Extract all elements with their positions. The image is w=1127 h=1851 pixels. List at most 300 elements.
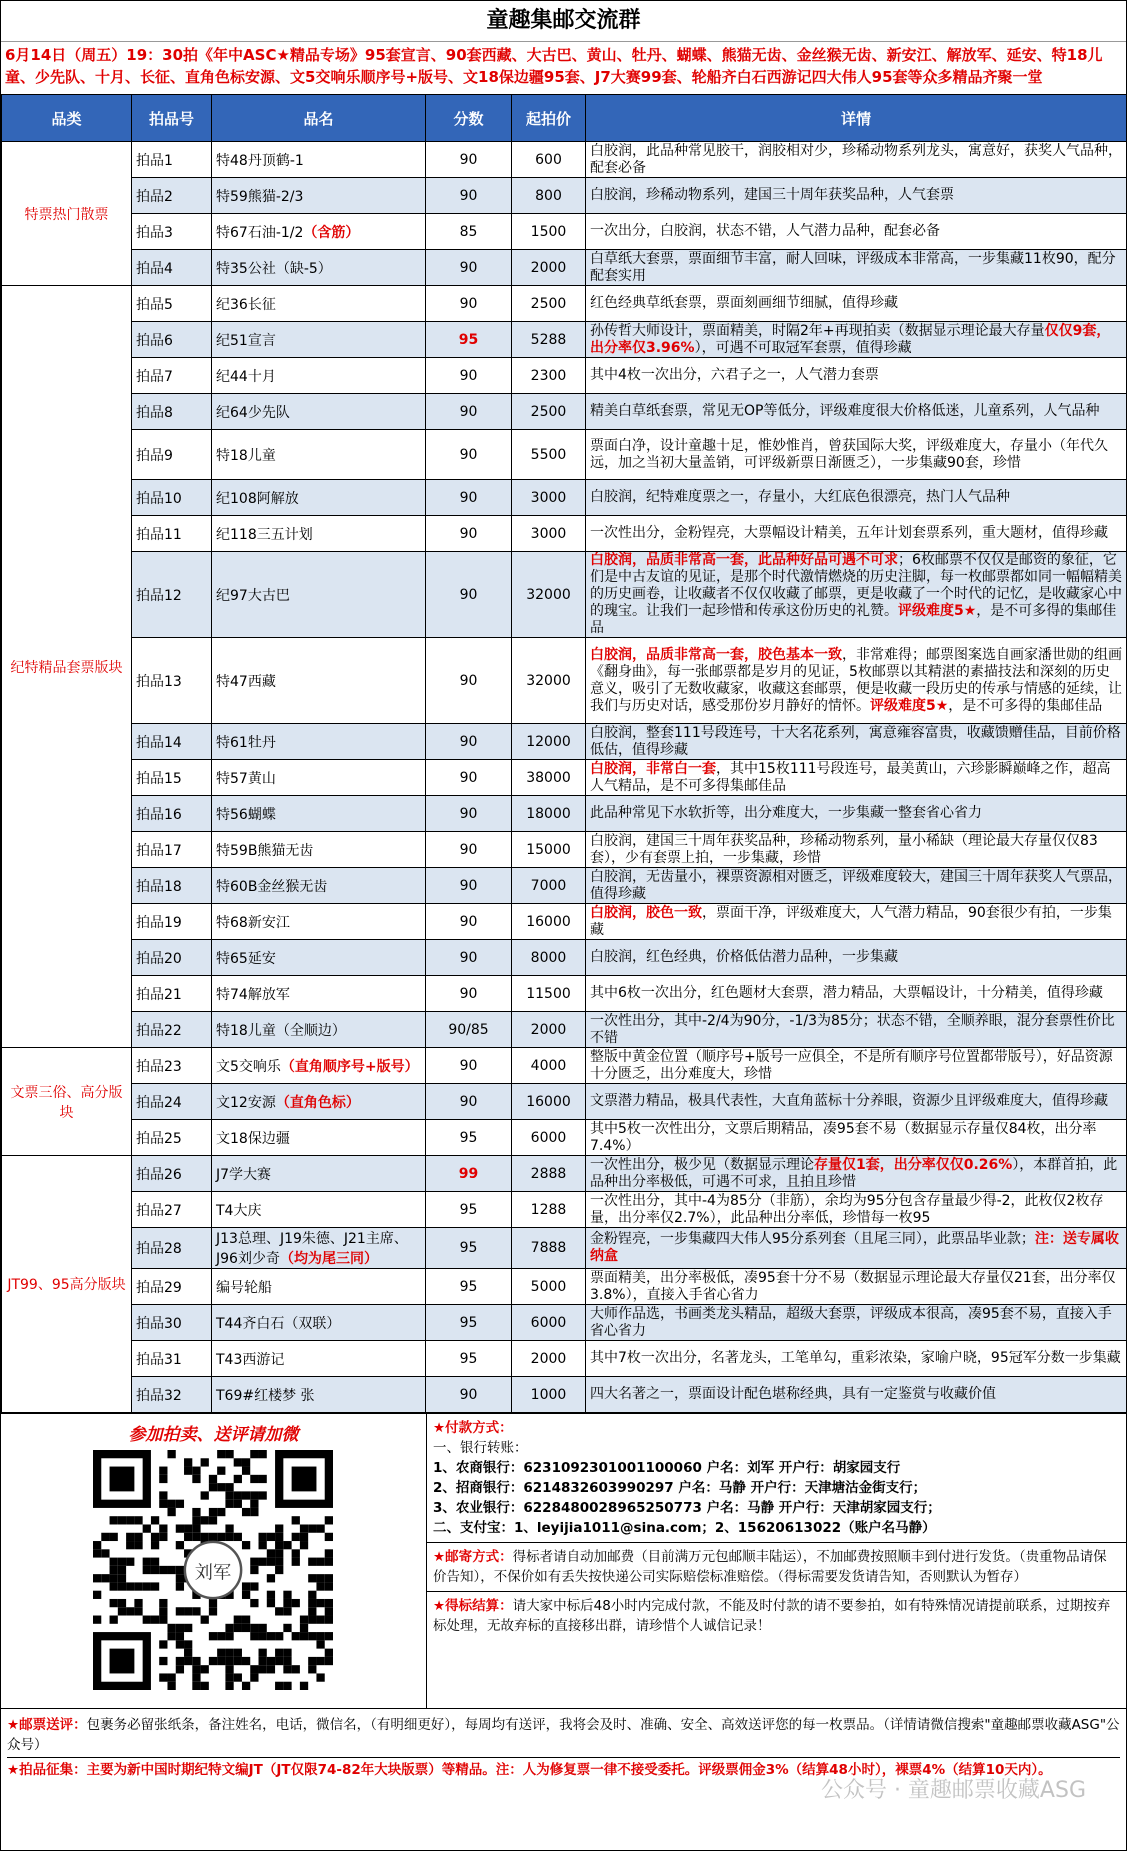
lot-detail bbox=[586, 1156, 1127, 1192]
lot-detail bbox=[586, 178, 1127, 214]
lot-row bbox=[2, 1192, 1127, 1228]
lot-row bbox=[2, 940, 1127, 976]
lot-row bbox=[2, 976, 1127, 1012]
lot-name-text: T43西游记 bbox=[216, 1351, 285, 1368]
qr-panel bbox=[1, 1414, 427, 1708]
lot-detail bbox=[586, 796, 1127, 832]
lot-detail-text: 白胶润，非常白一套 bbox=[590, 760, 716, 777]
lot-number: 拍品11 bbox=[132, 516, 212, 552]
lot-start-price: 2300 bbox=[512, 358, 586, 394]
lot-start-price: 600 bbox=[512, 142, 586, 178]
lot-score: 90 bbox=[426, 868, 512, 904]
lot-name bbox=[212, 1269, 426, 1305]
lot-name bbox=[212, 430, 426, 480]
category-cell: JT99、95高分版块 bbox=[2, 1156, 132, 1413]
lot-score: 90 bbox=[426, 638, 512, 724]
lot-start-price: 16000 bbox=[512, 904, 586, 940]
lot-name bbox=[212, 796, 426, 832]
lot-table bbox=[1, 94, 1127, 1413]
shipping-text: 得标者请自动加邮费（目前满万元包邮顺丰陆运），不加邮费按照顺丰到付进行发货。（贵重物品请保价告知），不保价如有丢失按快递公司实际赔偿标准赔偿。（得标需要发货请告知，否则默认为暂存） bbox=[433, 1549, 1107, 1585]
lot-start-price: 2888 bbox=[512, 1156, 586, 1192]
lot-row bbox=[2, 480, 1127, 516]
lot-name-text: 特57黄山 bbox=[216, 770, 276, 787]
lot-start-price: 38000 bbox=[512, 760, 586, 796]
lot-row bbox=[2, 1228, 1127, 1269]
lot-start-price: 16000 bbox=[512, 1084, 586, 1120]
lot-name-text: J13总理、J19朱德、J21主席、J96刘少奇 bbox=[216, 1231, 408, 1267]
lot-row bbox=[2, 250, 1127, 286]
lot-name-text: 特18儿童 bbox=[216, 447, 276, 464]
lot-detail bbox=[586, 250, 1127, 286]
solicit-heading: ★拍品征集： bbox=[7, 1762, 87, 1778]
lot-name-text: 特65延安 bbox=[216, 950, 276, 967]
lot-row bbox=[2, 1156, 1127, 1192]
lot-score: 90 bbox=[426, 142, 512, 178]
lot-detail bbox=[586, 1120, 1127, 1156]
header-category: 品类 bbox=[2, 95, 132, 142]
lot-name bbox=[212, 516, 426, 552]
lot-name bbox=[212, 358, 426, 394]
lot-name-note: （均为尾三同） bbox=[279, 1251, 378, 1267]
lot-detail bbox=[586, 940, 1127, 976]
header-name: 品名 bbox=[212, 95, 426, 142]
lot-name bbox=[212, 724, 426, 760]
lot-number: 拍品2 bbox=[132, 178, 212, 214]
lot-detail-text: 白胶润，品质非常高一套，胶色基本一致 bbox=[590, 646, 842, 663]
lot-name-text: 特48丹顶鹤-1 bbox=[216, 152, 304, 169]
lot-row bbox=[2, 1048, 1127, 1084]
lot-name bbox=[212, 1341, 426, 1377]
lot-start-price: 5000 bbox=[512, 1269, 586, 1305]
lot-row bbox=[2, 1012, 1127, 1048]
wechat-qr-code bbox=[93, 1450, 333, 1690]
lot-number: 拍品32 bbox=[132, 1377, 212, 1413]
lot-score: 90/85 bbox=[426, 1012, 512, 1048]
bank-line-1: 1、农商银行：6231092301001100060 户名：刘军 开户行：胡家园支行 bbox=[433, 1460, 901, 1476]
lot-score: 95 bbox=[426, 1341, 512, 1377]
lot-score: 95 bbox=[426, 1269, 512, 1305]
lot-number: 拍品14 bbox=[132, 724, 212, 760]
lot-name-text: 特68新安江 bbox=[216, 914, 290, 931]
lot-detail bbox=[586, 976, 1127, 1012]
lot-number: 拍品20 bbox=[132, 940, 212, 976]
lot-name bbox=[212, 286, 426, 322]
lot-detail bbox=[586, 1012, 1127, 1048]
lot-detail bbox=[586, 1084, 1127, 1120]
lot-start-price: 11500 bbox=[512, 976, 586, 1012]
lot-name-text: 特18儿童（全顺边） bbox=[216, 1022, 346, 1039]
lot-name-text: 特35公社（缺-5） bbox=[216, 260, 332, 277]
lot-name-text: 特61牡丹 bbox=[216, 734, 276, 751]
lot-name-text: 文12安源 bbox=[216, 1094, 276, 1111]
lot-name-note: （直角色标） bbox=[275, 1094, 360, 1111]
lot-name bbox=[212, 480, 426, 516]
lot-detail bbox=[586, 286, 1127, 322]
lot-detail-text: 白胶润，品质非常高一套，此品种好品可遇不可求 bbox=[590, 552, 898, 568]
lot-score: 90 bbox=[426, 480, 512, 516]
lot-row bbox=[2, 430, 1127, 480]
lot-score: 90 bbox=[426, 394, 512, 430]
header-start-price: 起拍价 bbox=[512, 95, 586, 142]
lot-name bbox=[212, 1120, 426, 1156]
lot-name-text: T69#红楼梦 张 bbox=[216, 1387, 315, 1404]
lot-score: 99 bbox=[426, 1156, 512, 1192]
lot-row bbox=[2, 552, 1127, 638]
lot-start-price: 15000 bbox=[512, 832, 586, 868]
lot-name bbox=[212, 832, 426, 868]
lot-detail-text: 白草纸大套票，票面细节丰富，耐人回味，评级成本非常高，一步集藏11枚90，配分配套实用 bbox=[590, 250, 1116, 284]
lot-score: 90 bbox=[426, 178, 512, 214]
lot-detail bbox=[586, 480, 1127, 516]
lot-detail bbox=[586, 214, 1127, 250]
lot-detail-text: 金粉锃亮，一步集藏四大伟人95分系列套（且尾三同），此票品毕业款； bbox=[590, 1231, 1035, 1247]
lot-name-text: 纪64少先队 bbox=[216, 404, 290, 421]
lot-name bbox=[212, 638, 426, 724]
lot-row bbox=[2, 1084, 1127, 1120]
lot-name bbox=[212, 940, 426, 976]
lot-detail-text: 白胶润，珍稀动物系列，建国三十周年获奖品种，人气套票 bbox=[590, 187, 954, 203]
lot-row bbox=[2, 286, 1127, 322]
lot-detail-text: 四大名著之一，票面设计配色堪称经典，具有一定鉴赏与收藏价值 bbox=[590, 1386, 996, 1402]
lot-start-price: 32000 bbox=[512, 552, 586, 638]
lot-number: 拍品31 bbox=[132, 1341, 212, 1377]
lot-detail bbox=[586, 760, 1127, 796]
lot-detail bbox=[586, 322, 1127, 358]
lot-score: 95 bbox=[426, 322, 512, 358]
lot-name-note: （直角顺序号+版号） bbox=[280, 1058, 419, 1075]
lot-number: 拍品22 bbox=[132, 1012, 212, 1048]
appraisal-text: 包裹务必留张纸条，备注姓名，电话，微信名，（有明细更好），每周均有送评，我将会及时、准确、安全、高效送评您的每一枚票品。（详情请微信搜索"童趣邮票收藏ASG"公众号） bbox=[7, 1717, 1120, 1753]
lot-number: 拍品4 bbox=[132, 250, 212, 286]
lot-detail-text: 仅仅9套，出分率仅3.96% bbox=[590, 322, 1111, 356]
lot-row bbox=[2, 142, 1127, 178]
lot-detail bbox=[586, 394, 1127, 430]
lot-detail-text: 注：送专属收纳盒 bbox=[590, 1231, 1119, 1264]
lot-detail-text: ；6枚邮票不仅仅是邮资的象征，它们是中古友谊的见证，是那个时代激情燃烧的历史注脚，每一枚邮票都如同一幅幅精美的历史画卷，让收藏者不仅仅收藏了邮票，更是收藏了一个时代的记忆，是收藏家心中的瑰宝。让我们一起珍惜和传承这份历史的礼赞。 bbox=[590, 552, 1122, 619]
lot-row bbox=[2, 832, 1127, 868]
lot-name-text: 纪97大古巴 bbox=[216, 587, 290, 604]
payment-info bbox=[427, 1414, 1126, 1708]
lot-detail bbox=[586, 1269, 1127, 1305]
lot-name-text: 文5交响乐 bbox=[216, 1058, 281, 1075]
lot-number: 拍品28 bbox=[132, 1228, 212, 1269]
lot-detail-text: 白胶润，胶色一致 bbox=[590, 904, 702, 921]
lot-number: 拍品1 bbox=[132, 142, 212, 178]
lot-name bbox=[212, 1228, 426, 1269]
info-section bbox=[1, 1413, 1126, 1709]
lot-score: 90 bbox=[426, 832, 512, 868]
lot-detail bbox=[586, 1377, 1127, 1413]
lot-score: 90 bbox=[426, 552, 512, 638]
lot-row bbox=[2, 516, 1127, 552]
lot-name bbox=[212, 1192, 426, 1228]
lot-name bbox=[212, 178, 426, 214]
lot-score: 90 bbox=[426, 516, 512, 552]
lot-row bbox=[2, 358, 1127, 394]
header-score: 分数 bbox=[426, 95, 512, 142]
lot-row bbox=[2, 1341, 1127, 1377]
lot-number: 拍品3 bbox=[132, 214, 212, 250]
lot-score: 90 bbox=[426, 1084, 512, 1120]
lot-name bbox=[212, 1048, 426, 1084]
lot-number: 拍品30 bbox=[132, 1305, 212, 1341]
lot-start-price: 2500 bbox=[512, 286, 586, 322]
lot-detail-text: 精美白草纸套票，常见无OP等低分，评级难度很大价格低迷，儿童系列，人气品种 bbox=[590, 403, 1100, 419]
lot-name-text: 特74解放军 bbox=[216, 986, 290, 1003]
lot-score: 90 bbox=[426, 940, 512, 976]
lot-row bbox=[2, 1120, 1127, 1156]
lot-number: 拍品25 bbox=[132, 1120, 212, 1156]
lot-row bbox=[2, 394, 1127, 430]
lot-name-text: 特60B金丝猴无齿 bbox=[216, 878, 328, 895]
lot-start-price: 5288 bbox=[512, 322, 586, 358]
lot-detail-text: ，票面干净，评级难度大，人气潜力精品，90套很少有拍，一步集藏 bbox=[590, 904, 1112, 938]
lot-start-price: 7000 bbox=[512, 868, 586, 904]
lot-detail bbox=[586, 1192, 1127, 1228]
lot-detail-text: 此品种常见下水软折等，出分难度大，一步集藏一整套省心省力 bbox=[590, 805, 982, 821]
lot-detail bbox=[586, 1305, 1127, 1341]
lot-name bbox=[212, 1156, 426, 1192]
lot-detail-text: 评级难度5★ bbox=[870, 697, 949, 714]
lot-name-text: 纪36长征 bbox=[216, 296, 276, 313]
lot-detail-text: 白胶润，红色经典，价格低估潜力品种，一步集藏 bbox=[590, 949, 898, 965]
lot-start-price: 6000 bbox=[512, 1120, 586, 1156]
lot-score: 90 bbox=[426, 1048, 512, 1084]
appraisal-note bbox=[7, 1713, 1120, 1758]
shipping-section bbox=[427, 1543, 1126, 1592]
lot-detail-text: 一次出分，白胶润，状态不错，人气潜力品种，配套必备 bbox=[590, 223, 940, 239]
lot-detail-text: 白胶润，纪特难度票之一，存量小，大红底色很漂亮，热门人气品种 bbox=[590, 489, 1010, 505]
lot-score: 95 bbox=[426, 1192, 512, 1228]
lot-name bbox=[212, 250, 426, 286]
lot-detail-text: 票面精美，出分率极低，凑95套十分不易（数据显示理论最大存量仅21套，出分率仅3.8%），直接入手省心省力 bbox=[590, 1269, 1116, 1303]
lot-start-price: 1288 bbox=[512, 1192, 586, 1228]
lot-detail-text: ，非常难得；邮票图案选自画家潘世勋的组画《翻身曲》，每一张邮票都是岁月的见证，5枚邮票以其精湛的素描技法和深刻的历史意义，吸引了无数收藏家，收藏这套邮票，便是收藏一段历史的传承与情感的延续，让我们与历史对话，感受那份岁月静好的情怀。 bbox=[590, 646, 1122, 714]
lot-score: 95 bbox=[426, 1228, 512, 1269]
lot-row bbox=[2, 178, 1127, 214]
lot-detail bbox=[586, 1228, 1127, 1269]
appraisal-heading: ★邮票送评： bbox=[7, 1717, 87, 1733]
lot-detail-text: 评级难度5★ bbox=[898, 603, 977, 619]
lot-detail bbox=[586, 516, 1127, 552]
lot-score: 90 bbox=[426, 976, 512, 1012]
lot-number: 拍品16 bbox=[132, 796, 212, 832]
lot-start-price: 8000 bbox=[512, 940, 586, 976]
lot-detail-text: 白胶润，建国三十周年获奖品种，珍稀动物系列，量小稀缺（理论最大存量仅仅83套），少有套票上拍，一步集藏，珍惜 bbox=[590, 832, 1098, 866]
table-header bbox=[2, 95, 1127, 142]
lot-row bbox=[2, 724, 1127, 760]
lot-name-text: 特67石油-1/2 bbox=[216, 224, 304, 241]
lot-detail bbox=[586, 832, 1127, 868]
lot-start-price: 2000 bbox=[512, 1341, 586, 1377]
lot-name bbox=[212, 1305, 426, 1341]
lot-name-text: 文18保边疆 bbox=[216, 1130, 290, 1147]
lot-row bbox=[2, 1269, 1127, 1305]
lot-detail-text: 其中5枚一次性出分，文票后期精品，凑95套不易（数据显示存量仅84枚，出分率7.4%） bbox=[590, 1120, 1097, 1154]
lot-detail-text: 整版中黄金位置（顺序号+版号一应俱全，不是所有顺序号位置都带版号），好品资源十分匮乏，出分难度大，珍惜 bbox=[590, 1048, 1113, 1082]
lot-start-price: 32000 bbox=[512, 638, 586, 724]
settlement-section bbox=[427, 1592, 1126, 1640]
lot-name-text: 纪118三五计划 bbox=[216, 526, 313, 543]
lot-detail-text: 存量仅1套，出分率仅仅0.26% bbox=[814, 1156, 1013, 1173]
lot-start-price: 2000 bbox=[512, 1012, 586, 1048]
lot-detail bbox=[586, 142, 1127, 178]
lot-number: 拍品27 bbox=[132, 1192, 212, 1228]
lot-detail-text: ），可遇不可取冠军套票，值得珍藏 bbox=[694, 339, 912, 356]
lot-name bbox=[212, 142, 426, 178]
lot-detail-text: ，是不可多得的集邮佳品 bbox=[590, 603, 1117, 636]
lot-score: 95 bbox=[426, 1120, 512, 1156]
lot-detail-text: ，其中15枚111号段连号，最美黄山，六珍影瞬巅峰之作，超高人气精品，是不可多得集邮佳品 bbox=[590, 760, 1111, 794]
lot-name bbox=[212, 1084, 426, 1120]
lot-row bbox=[2, 214, 1127, 250]
lot-detail-text: 其中6枚一次出分，红色题材大套票，潜力精品，大票幅设计，十分精美，值得珍藏 bbox=[590, 985, 1103, 1001]
lot-score: 90 bbox=[426, 904, 512, 940]
lot-number: 拍品23 bbox=[132, 1048, 212, 1084]
lot-name bbox=[212, 394, 426, 430]
lot-detail-text: 一次性出分，金粉锃亮，大票幅设计精美，五年计划套票系列，重大题材，值得珍藏 bbox=[590, 525, 1108, 541]
solicit-text: 主要为新中国时期纪特文编JT（JT仅限74-82年大块版票）等精品。注：人为修复票一律不接受委托。评级票佣金3%（结算48小时），裸票4%（结算10天内）。 bbox=[86, 1762, 1052, 1778]
shipping-heading: ★邮寄方式： bbox=[433, 1549, 513, 1565]
lot-start-price: 1000 bbox=[512, 1377, 586, 1413]
lot-row bbox=[2, 904, 1127, 940]
lot-detail bbox=[586, 638, 1127, 724]
lot-number: 拍品9 bbox=[132, 430, 212, 480]
lot-row bbox=[2, 1305, 1127, 1341]
lot-detail bbox=[586, 1048, 1127, 1084]
header-detail: 详情 bbox=[586, 95, 1127, 142]
lot-name bbox=[212, 868, 426, 904]
lot-score: 90 bbox=[426, 286, 512, 322]
page-title: 童趣集邮交流群 bbox=[1, 1, 1126, 42]
lot-detail bbox=[586, 430, 1127, 480]
lot-start-price: 12000 bbox=[512, 724, 586, 760]
lot-name-text: T44齐白石（双联） bbox=[216, 1315, 341, 1332]
lot-number: 拍品18 bbox=[132, 868, 212, 904]
lot-start-price: 3000 bbox=[512, 480, 586, 516]
lot-detail-text: 白胶润，整套111号段连号，十大名花系列，寓意雍容富贵，收藏馈赠佳品，目前价格低估，值得珍藏 bbox=[590, 724, 1121, 758]
lot-name-text: 特59熊猫-2/3 bbox=[216, 188, 304, 205]
lot-name-text: 特59B熊猫无齿 bbox=[216, 842, 314, 859]
lot-detail-text: 一次性出分，极少见（数据显示理论 bbox=[590, 1156, 814, 1173]
lot-detail bbox=[586, 724, 1127, 760]
lot-detail-text: ，是不可多得的集邮佳品 bbox=[948, 697, 1103, 714]
lot-score: 90 bbox=[426, 358, 512, 394]
lot-detail bbox=[586, 868, 1127, 904]
lot-name bbox=[212, 1012, 426, 1048]
lot-start-price: 2500 bbox=[512, 394, 586, 430]
lot-name bbox=[212, 760, 426, 796]
lot-number: 拍品26 bbox=[132, 1156, 212, 1192]
category-cell: 纪特精品套票版块 bbox=[2, 286, 132, 1048]
settlement-text: 请大家中标后48小时内完成付款，不能及时付款的请不要参拍，如有特殊情况请提前联系，过期按弃标处理，无故弃标的直接移出群，请珍惜个人诚信记录！ bbox=[433, 1598, 1111, 1634]
lot-number: 拍品17 bbox=[132, 832, 212, 868]
lot-start-price: 6000 bbox=[512, 1305, 586, 1341]
lot-name-text: 编号轮船 bbox=[216, 1279, 272, 1296]
lot-name bbox=[212, 322, 426, 358]
lot-score: 90 bbox=[426, 1377, 512, 1413]
lot-score: 95 bbox=[426, 1305, 512, 1341]
payment-section bbox=[427, 1414, 1126, 1543]
lot-score: 90 bbox=[426, 724, 512, 760]
lot-detail bbox=[586, 904, 1127, 940]
lot-number: 拍品21 bbox=[132, 976, 212, 1012]
lot-detail-text: 白胶润，无齿量小，裸票资源相对匮乏，评级难度较大，建国三十周年获奖人气票品，值得珍藏 bbox=[590, 868, 1122, 902]
bank-heading: 一、银行转账： bbox=[433, 1440, 528, 1456]
lot-start-price: 4000 bbox=[512, 1048, 586, 1084]
lot-name-text: J7学大赛 bbox=[216, 1166, 272, 1183]
lot-start-price: 2000 bbox=[512, 250, 586, 286]
bank-line-3: 3、农业银行：6228480028965250773 户名：马静 开户行：天津胡家园支行； bbox=[433, 1500, 941, 1516]
lot-detail-text: 票面白净，设计童趣十足，惟妙惟肖，曾获国际大奖，评级难度大，存量小（年代久远，加之当初大量盖销，可评级新票日渐匮乏），一步集藏90套，珍惜 bbox=[590, 437, 1108, 471]
watermark: 公众号 · 童趣邮票收藏ASG bbox=[820, 1778, 1086, 1803]
lot-score: 90 bbox=[426, 796, 512, 832]
lot-name-note: （含筋） bbox=[303, 224, 360, 241]
lot-detail bbox=[586, 1341, 1127, 1377]
lot-row bbox=[2, 1377, 1127, 1413]
lot-name-text: 特56蝴蝶 bbox=[216, 806, 276, 823]
lot-detail-text: 一次性出分，其中-4为85分（非筋），余均为95分包含存量最少得-2，此枚仅2枚存量，出分率仅2.7%），此品种出分率低，珍惜每一枚95 bbox=[590, 1192, 1104, 1226]
lot-row bbox=[2, 760, 1127, 796]
qr-logo-text: 刘军 bbox=[194, 1562, 232, 1584]
lot-number: 拍品12 bbox=[132, 552, 212, 638]
lot-name-text: 纪108阿解放 bbox=[216, 490, 299, 507]
alipay-line: 二、支付宝：1、leyijia1011@sina.com；2、15620613022（账户名马静） bbox=[433, 1520, 936, 1536]
lot-name bbox=[212, 976, 426, 1012]
lot-number: 拍品7 bbox=[132, 358, 212, 394]
lot-detail-text: 孙传哲大师设计，票面精美，时隔2年+再现拍卖（数据显示理论最大存量 bbox=[590, 322, 1045, 339]
lot-name bbox=[212, 1377, 426, 1413]
lot-number: 拍品19 bbox=[132, 904, 212, 940]
lot-start-price: 3000 bbox=[512, 516, 586, 552]
lot-detail-text: ），本群首拍，此品种出分率极低，可遇不可求，且拍且珍惜 bbox=[590, 1156, 1118, 1190]
lot-number: 拍品6 bbox=[132, 322, 212, 358]
lot-detail bbox=[586, 552, 1127, 638]
lot-number: 拍品10 bbox=[132, 480, 212, 516]
lot-score: 85 bbox=[426, 214, 512, 250]
category-cell: 文票三俗、高分版块 bbox=[2, 1048, 132, 1156]
lot-name-text: 特47西藏 bbox=[216, 673, 276, 690]
lot-start-price: 800 bbox=[512, 178, 586, 214]
lot-name bbox=[212, 552, 426, 638]
lot-row bbox=[2, 638, 1127, 724]
lot-start-price: 18000 bbox=[512, 796, 586, 832]
lot-detail-text: 大师作品选，书画类龙头精品，超级大套票，评级成本很高，凑95套不易，直接入手省心省力 bbox=[590, 1305, 1112, 1339]
category-cell: 特票热门散票 bbox=[2, 142, 132, 286]
bank-line-2: 2、招商银行：6214832603990297 户名：马静 开户行：天津塘沽金街支行； bbox=[433, 1480, 927, 1496]
lot-number: 拍品29 bbox=[132, 1269, 212, 1305]
lot-start-price: 1500 bbox=[512, 214, 586, 250]
lot-detail-text: 文票潜力精品，极具代表性，大直角蓝标十分养眼，资源少且评级难度大，值得珍藏 bbox=[590, 1093, 1108, 1109]
lot-name-text: 纪44十月 bbox=[216, 368, 276, 385]
lot-number: 拍品24 bbox=[132, 1084, 212, 1120]
lot-detail-text: 红色经典草纸套票，票面刻画细节细腻，值得珍藏 bbox=[590, 295, 898, 311]
lot-number: 拍品15 bbox=[132, 760, 212, 796]
lot-number: 拍品5 bbox=[132, 286, 212, 322]
lot-score: 90 bbox=[426, 430, 512, 480]
lot-start-price: 5500 bbox=[512, 430, 586, 480]
lot-detail-text: 其中4枚一次出分，六君子之一，人气潜力套票 bbox=[590, 367, 879, 383]
lot-name bbox=[212, 904, 426, 940]
lot-detail-text: 白胶润，此品种常见胶干，润胶相对少，珍稀动物系列龙头，寓意好，获奖人气品种，配套必备 bbox=[590, 142, 1122, 176]
lot-detail-text: 一次性出分，其中-2/4为90分，-1/3为85分；状态不错，全顺养眼，混分套票性价比不错 bbox=[590, 1012, 1115, 1046]
lot-number: 拍品8 bbox=[132, 394, 212, 430]
lot-name-text: T4大庆 bbox=[216, 1202, 262, 1219]
auction-announcement: 6月14日（周五）19：30拍《年中ASC★精品专场》95套宣言、90套西藏、大古巴、黄山、牡丹、蝴蝶、熊猫无齿、金丝猴无齿、新安江、解放军、延安、特18儿童、少先队、十月、长征、直角色标安源、文5交响乐顺序号+版号、文18保边疆95套、J7大赛99套、轮船齐白石西游记四大伟人95套等众多精品齐聚一堂 bbox=[5, 46, 1103, 86]
lot-row bbox=[2, 868, 1127, 904]
lot-row bbox=[2, 322, 1127, 358]
payment-heading: ★付款方式： bbox=[433, 1420, 513, 1436]
